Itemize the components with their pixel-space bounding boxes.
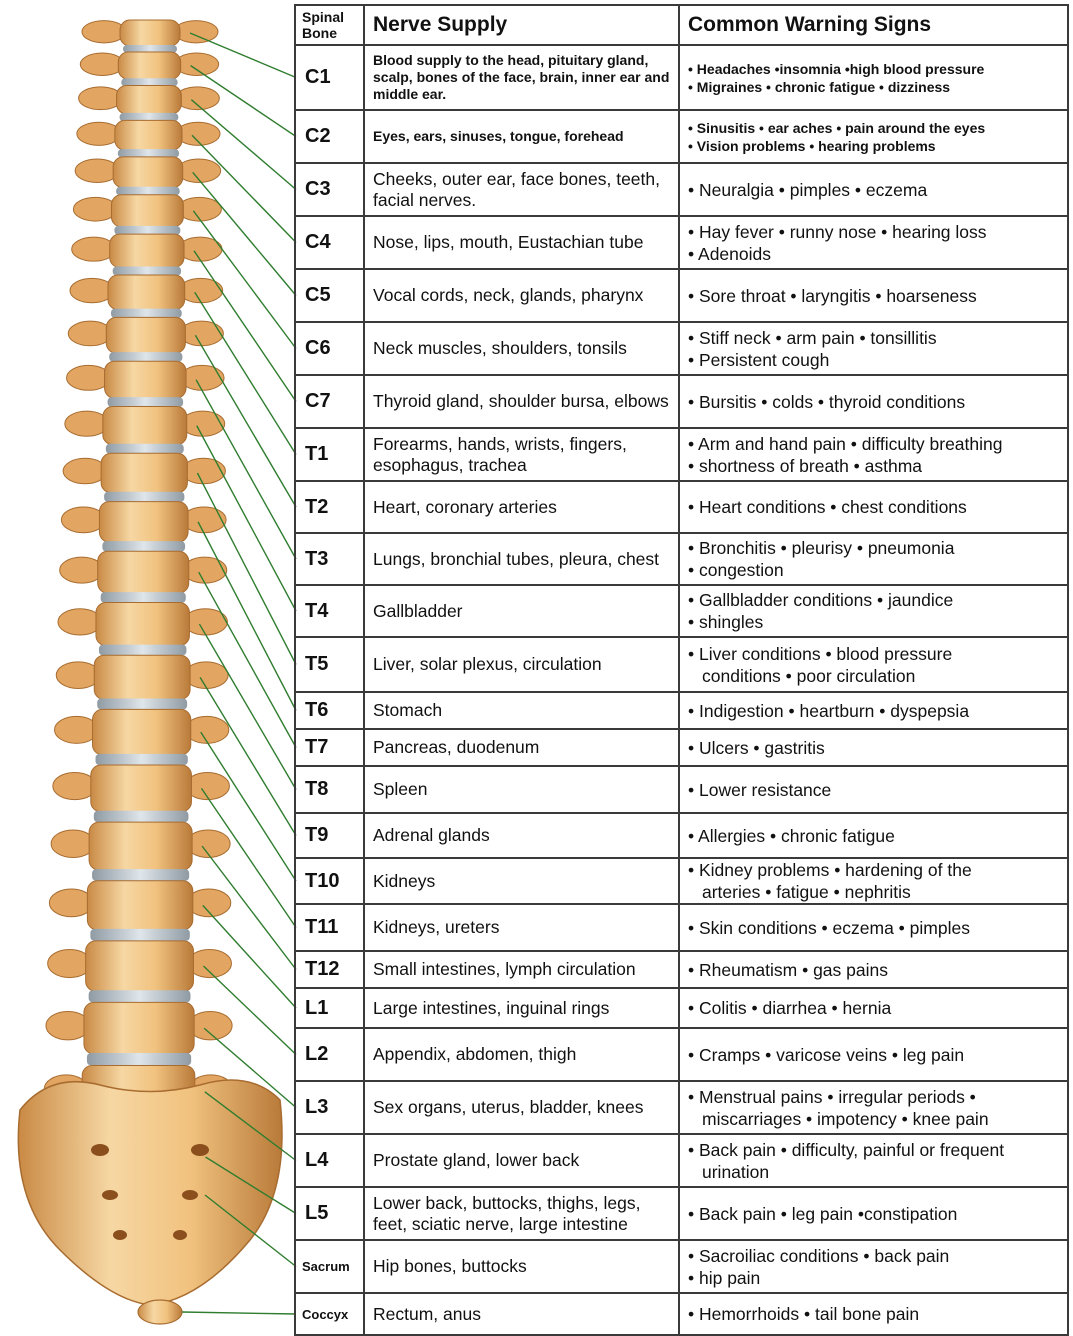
table-row xyxy=(295,637,1068,692)
intervertebral-disc xyxy=(106,444,184,454)
nerve-supply-cell: Appendix, abdomen, thigh xyxy=(364,1028,679,1081)
header-row xyxy=(295,5,1068,45)
header-warning-signs: Common Warning Signs xyxy=(679,5,1068,45)
warning-sign-line: • Back pain • leg pain •constipation xyxy=(688,1203,958,1224)
spinal-bone-cell: C1 xyxy=(295,45,364,110)
transverse-process xyxy=(67,365,111,390)
transverse-process xyxy=(58,609,102,635)
transverse-process xyxy=(185,772,229,799)
warning-signs-cell xyxy=(679,637,1068,692)
table-row xyxy=(295,858,1068,904)
nerve-supply-cell: Vocal cords, neck, glands, pharynx xyxy=(364,269,679,322)
vertebra xyxy=(87,881,192,930)
nerve-supply-cell: Spleen xyxy=(364,766,679,813)
intervertebral-disc xyxy=(89,990,191,1002)
warning-sign-line: • Stiff neck • arm pain • tonsillitis xyxy=(688,327,937,348)
vertebra xyxy=(120,20,180,46)
spinal-bone-cell: L4 xyxy=(295,1134,364,1187)
vertebra xyxy=(99,502,188,543)
nerve-supply-cell: Rectum, anus xyxy=(364,1293,679,1335)
transverse-process xyxy=(182,507,226,533)
warning-sign-line: • Sore throat • laryngitis • hoarseness xyxy=(688,285,977,306)
spinal-bone-cell: L3 xyxy=(295,1081,364,1134)
table-row xyxy=(295,951,1068,988)
intervertebral-disc xyxy=(99,645,186,656)
warning-signs-cell xyxy=(679,322,1068,375)
transverse-process xyxy=(176,122,220,145)
vertebra xyxy=(110,234,184,267)
warning-sign-line: • Rheumatism • gas pains xyxy=(688,959,888,980)
spinal-bone-cell: T1 xyxy=(295,428,364,481)
warning-signs-cell xyxy=(679,951,1068,988)
warning-signs-cell xyxy=(679,375,1068,428)
spine-illustration xyxy=(0,0,300,1333)
table-row xyxy=(295,1028,1068,1081)
transverse-process xyxy=(181,411,225,436)
warning-sign-line: miscarriages • impotency • knee pain xyxy=(702,1108,989,1129)
warning-signs-cell xyxy=(679,428,1068,481)
intervertebral-disc xyxy=(96,754,188,765)
transverse-process xyxy=(82,21,126,43)
table-row xyxy=(295,1081,1068,1134)
intervertebral-disc xyxy=(87,1053,191,1065)
intervertebral-disc xyxy=(92,869,189,881)
table-row xyxy=(295,533,1068,585)
transverse-process xyxy=(179,278,223,302)
vertebra xyxy=(96,603,189,646)
table-row xyxy=(295,375,1068,428)
transverse-process xyxy=(183,609,227,635)
transverse-process xyxy=(77,122,121,145)
transverse-process xyxy=(55,716,99,743)
transverse-process xyxy=(185,716,229,743)
transverse-process xyxy=(51,830,95,857)
nerve-supply-cell: Blood supply to the head, pituitary gland, scalp, bones of the face, brain, inner ear and middle ear. xyxy=(364,45,679,110)
spinal-bone-cell: T11 xyxy=(295,904,364,951)
table-row xyxy=(295,45,1068,110)
spinal-bone-cell: L5 xyxy=(295,1187,364,1240)
warning-sign-line: • hip pain xyxy=(688,1267,761,1288)
intervertebral-disc xyxy=(102,541,185,552)
spinal-nerve-chart xyxy=(294,4,1069,1336)
table-row xyxy=(295,904,1068,951)
transverse-process xyxy=(184,662,228,689)
table-row xyxy=(295,1240,1068,1293)
warning-sign-line: • Hemorrhoids • tail bone pain xyxy=(688,1304,920,1324)
warning-sign-line: • Heart conditions • chest conditions xyxy=(688,497,967,517)
transverse-process xyxy=(177,159,221,182)
table-row xyxy=(295,813,1068,858)
transverse-process xyxy=(48,949,92,977)
transverse-process xyxy=(179,321,223,346)
nerve-supply-cell: Thyroid gland, shoulder bursa, elbows xyxy=(364,375,679,428)
warning-sign-line: • Arm and hand pain • difficulty breathing xyxy=(688,433,1003,454)
transverse-process xyxy=(56,662,100,689)
warning-sign-line: • Vision problems • hearing problems xyxy=(688,137,936,154)
spinal-bone-cell: T4 xyxy=(295,585,364,637)
transverse-process xyxy=(180,365,224,390)
nerve-supply-cell: Hip bones, buttocks xyxy=(364,1240,679,1293)
warning-sign-line: • Skin conditions • eczema • pimples xyxy=(688,917,970,938)
spinal-bone-cell: C4 xyxy=(295,216,364,269)
nerve-supply-cell: Pancreas, duodenum xyxy=(364,729,679,766)
intervertebral-disc xyxy=(114,226,180,235)
intervertebral-disc xyxy=(104,492,184,502)
table-row xyxy=(295,428,1068,481)
warning-sign-line: • Migraines • chronic fatigue • dizziness xyxy=(688,78,951,95)
spinal-bone-cell: L1 xyxy=(295,988,364,1028)
nerve-supply-cell: Lungs, bronchial tubes, pleura, chest xyxy=(364,533,679,585)
nerve-supply-cell: Prostate gland, lower back xyxy=(364,1134,679,1187)
warning-sign-line: • Sinusitis • ear aches • pain around the eyes xyxy=(688,119,986,136)
warning-sign-line: arteries • fatigue • nephritis xyxy=(702,882,911,902)
warning-signs-cell xyxy=(679,904,1068,951)
header-spinal-bone: Spinal Bone xyxy=(295,5,364,45)
warning-signs-cell xyxy=(679,858,1068,904)
warning-sign-line: • Bronchitis • pleurisy • pneumonia xyxy=(688,538,955,558)
warning-signs-cell xyxy=(679,1187,1068,1240)
warning-sign-line: urination xyxy=(702,1161,770,1182)
intervertebral-disc xyxy=(97,698,187,709)
spinal-bone-cell: T8 xyxy=(295,766,364,813)
warning-signs-cell xyxy=(679,269,1068,322)
vertebra xyxy=(98,551,189,593)
vertebra xyxy=(113,157,183,188)
transverse-process xyxy=(187,889,231,917)
warning-signs-cell xyxy=(679,1081,1068,1134)
table-row xyxy=(295,988,1068,1028)
sacrum-bone xyxy=(18,1080,282,1324)
nerve-supply-cell: Kidneys xyxy=(364,858,679,904)
spinal-bone-cell: T2 xyxy=(295,481,364,533)
transverse-process xyxy=(73,197,117,221)
warning-sign-line: • Bursitis • colds • thyroid conditions xyxy=(688,391,966,412)
spinal-bone-cell: T12 xyxy=(295,951,364,988)
transverse-process xyxy=(68,321,112,346)
spinal-bone-cell: T9 xyxy=(295,813,364,858)
warning-sign-line: • congestion xyxy=(688,560,784,580)
transverse-process xyxy=(46,1011,90,1039)
spinal-bone-cell: C7 xyxy=(295,375,364,428)
vertebra xyxy=(93,709,191,754)
nerve-supply-cell: Stomach xyxy=(364,692,679,729)
transverse-process xyxy=(80,53,124,76)
warning-sign-line: • Menstrual pains • irregular periods • xyxy=(688,1086,976,1107)
nerve-supply-cell: Gallbladder xyxy=(364,585,679,637)
spinal-bone-cell: T6 xyxy=(295,692,364,729)
transverse-process xyxy=(181,458,225,483)
transverse-process xyxy=(65,411,109,436)
table-row xyxy=(295,269,1068,322)
warning-sign-line: conditions • poor circulation xyxy=(702,665,916,686)
spinal-bone-cell: T7 xyxy=(295,729,364,766)
warning-signs-cell xyxy=(679,766,1068,813)
table-row xyxy=(295,163,1068,216)
warning-sign-line: • Allergies • chronic fatigue xyxy=(688,825,895,846)
warning-signs-cell xyxy=(679,1028,1068,1081)
warning-signs-cell xyxy=(679,45,1068,110)
table-row xyxy=(295,1293,1068,1335)
warning-sign-line: • shortness of breath • asthma xyxy=(688,455,923,476)
warning-signs-cell xyxy=(679,813,1068,858)
warning-sign-line: • Ulcers • gastritis xyxy=(688,737,825,758)
transverse-process xyxy=(183,557,227,583)
warning-sign-line: • Adenoids xyxy=(688,243,771,264)
table-row xyxy=(295,1134,1068,1187)
transverse-process xyxy=(186,830,230,857)
transverse-process xyxy=(72,237,116,261)
transverse-process xyxy=(79,87,123,110)
coccyx-bone xyxy=(138,1300,182,1324)
vertebra xyxy=(105,361,187,398)
warning-sign-line: • Colitis • diarrhea • hernia xyxy=(688,998,892,1018)
warning-signs-cell xyxy=(679,481,1068,533)
intervertebral-disc xyxy=(101,592,186,603)
intervertebral-disc xyxy=(94,811,189,823)
transverse-process xyxy=(75,159,119,182)
transverse-process xyxy=(63,458,107,483)
transverse-process xyxy=(178,237,222,261)
transverse-process xyxy=(187,949,231,977)
nerve-supply-cell: Cheeks, outer ear, face bones, teeth, facial nerves. xyxy=(364,163,679,216)
warning-signs-cell xyxy=(679,163,1068,216)
intervertebral-disc xyxy=(108,397,184,407)
warning-sign-line: • Kidney problems • hardening of the xyxy=(688,860,972,880)
vertebra xyxy=(108,275,185,310)
spinal-bone-cell: C6 xyxy=(295,322,364,375)
table-row xyxy=(295,322,1068,375)
vertebra xyxy=(101,453,187,492)
transverse-process xyxy=(177,197,221,221)
warning-sign-line: • Gallbladder conditions • jaundice xyxy=(688,590,954,610)
vertebra xyxy=(115,120,182,150)
warning-signs-cell xyxy=(679,216,1068,269)
warning-sign-line: • Hay fever • runny nose • hearing loss xyxy=(688,221,987,242)
transverse-process xyxy=(175,87,219,110)
spinal-bone-cell: C5 xyxy=(295,269,364,322)
spinal-bone-cell: T3 xyxy=(295,533,364,585)
nerve-supply-cell: Large intestines, inguinal rings xyxy=(364,988,679,1028)
nerve-supply-cell: Forearms, hands, wrists, fingers, esophagus, trachea xyxy=(364,428,679,481)
vertebra xyxy=(106,317,185,353)
transverse-process xyxy=(53,772,97,799)
table-row xyxy=(295,766,1068,813)
warning-sign-line: • Neuralgia • pimples • eczema xyxy=(688,179,928,200)
table-row xyxy=(295,692,1068,729)
vertebra xyxy=(111,195,183,227)
transverse-process xyxy=(175,53,219,76)
warning-signs-cell xyxy=(679,692,1068,729)
nerve-supply-cell: Small intestines, lymph circulation xyxy=(364,951,679,988)
table-row xyxy=(295,729,1068,766)
nerve-supply-cell: Liver, solar plexus, circulation xyxy=(364,637,679,692)
spinal-bone-cell: C2 xyxy=(295,110,364,163)
spinal-bone-cell: T5 xyxy=(295,637,364,692)
vertebra xyxy=(94,655,190,699)
spinal-bone-cell: Sacrum xyxy=(295,1240,364,1293)
intervertebral-disc xyxy=(90,929,189,941)
warning-sign-line: • Liver conditions • blood pressure xyxy=(688,643,953,664)
warning-sign-line: • Back pain • difficulty, painful or frequent xyxy=(688,1139,1005,1160)
vertebra xyxy=(117,85,182,113)
warning-signs-cell xyxy=(679,729,1068,766)
table-row xyxy=(295,1187,1068,1240)
warning-sign-line: • Cramps • varicose veins • leg pain xyxy=(688,1044,965,1065)
vertebra xyxy=(86,941,194,991)
vertebra xyxy=(103,407,187,445)
table-row xyxy=(295,481,1068,533)
vertebra xyxy=(84,1002,194,1054)
nerve-supply-cell: Kidneys, ureters xyxy=(364,904,679,951)
spinal-bone-cell: Coccyx xyxy=(295,1293,364,1335)
warning-sign-line: • Sacroiliac conditions • back pain xyxy=(688,1245,950,1266)
warning-sign-line: • shingles xyxy=(688,612,764,632)
vertebra xyxy=(118,52,180,79)
nerve-supply-cell: Nose, lips, mouth, Eustachian tube xyxy=(364,216,679,269)
warning-signs-cell xyxy=(679,533,1068,585)
intervertebral-disc xyxy=(111,309,182,318)
warning-sign-line: • Indigestion • heartburn • dyspepsia xyxy=(688,700,970,721)
warning-sign-line: • Persistent cough xyxy=(688,349,830,370)
spinal-bone-cell: T10 xyxy=(295,858,364,904)
intervertebral-disc xyxy=(109,352,182,362)
warning-sign-line: • Lower resistance xyxy=(688,779,832,800)
nerve-supply-cell: Neck muscles, shoulders, tonsils xyxy=(364,322,679,375)
warning-signs-cell xyxy=(679,988,1068,1028)
nerve-supply-cell: Sex organs, uterus, bladder, knees xyxy=(364,1081,679,1134)
warning-sign-line: • Headaches •insomnia •high blood pressure xyxy=(688,60,985,77)
nerve-supply-cell: Heart, coronary arteries xyxy=(364,481,679,533)
transverse-process xyxy=(49,889,93,917)
warning-signs-cell xyxy=(679,1134,1068,1187)
transverse-process xyxy=(174,21,218,43)
vertebra xyxy=(89,822,192,870)
warning-signs-cell xyxy=(679,1240,1068,1293)
transverse-process xyxy=(61,507,105,533)
nerve-supply-cell: Eyes, ears, sinuses, tongue, forehead xyxy=(364,110,679,163)
transverse-process xyxy=(70,278,114,302)
table-row xyxy=(295,585,1068,637)
warning-signs-cell xyxy=(679,585,1068,637)
table-row xyxy=(295,216,1068,269)
vertebra xyxy=(91,765,192,812)
table-row xyxy=(295,110,1068,163)
nerve-supply-cell: Lower back, buttocks, thighs, legs, feet, sciatic nerve, large intestine xyxy=(364,1187,679,1240)
header-nerve-supply: Nerve Supply xyxy=(364,5,679,45)
spinal-bone-cell: C3 xyxy=(295,163,364,216)
intervertebral-disc xyxy=(113,266,181,275)
warning-signs-cell xyxy=(679,110,1068,163)
spinal-bone-cell: L2 xyxy=(295,1028,364,1081)
intervertebral-disc xyxy=(116,187,180,196)
nerve-supply-cell: Adrenal glands xyxy=(364,813,679,858)
transverse-process xyxy=(188,1011,232,1039)
warning-signs-cell xyxy=(679,1293,1068,1335)
transverse-process xyxy=(60,557,104,583)
